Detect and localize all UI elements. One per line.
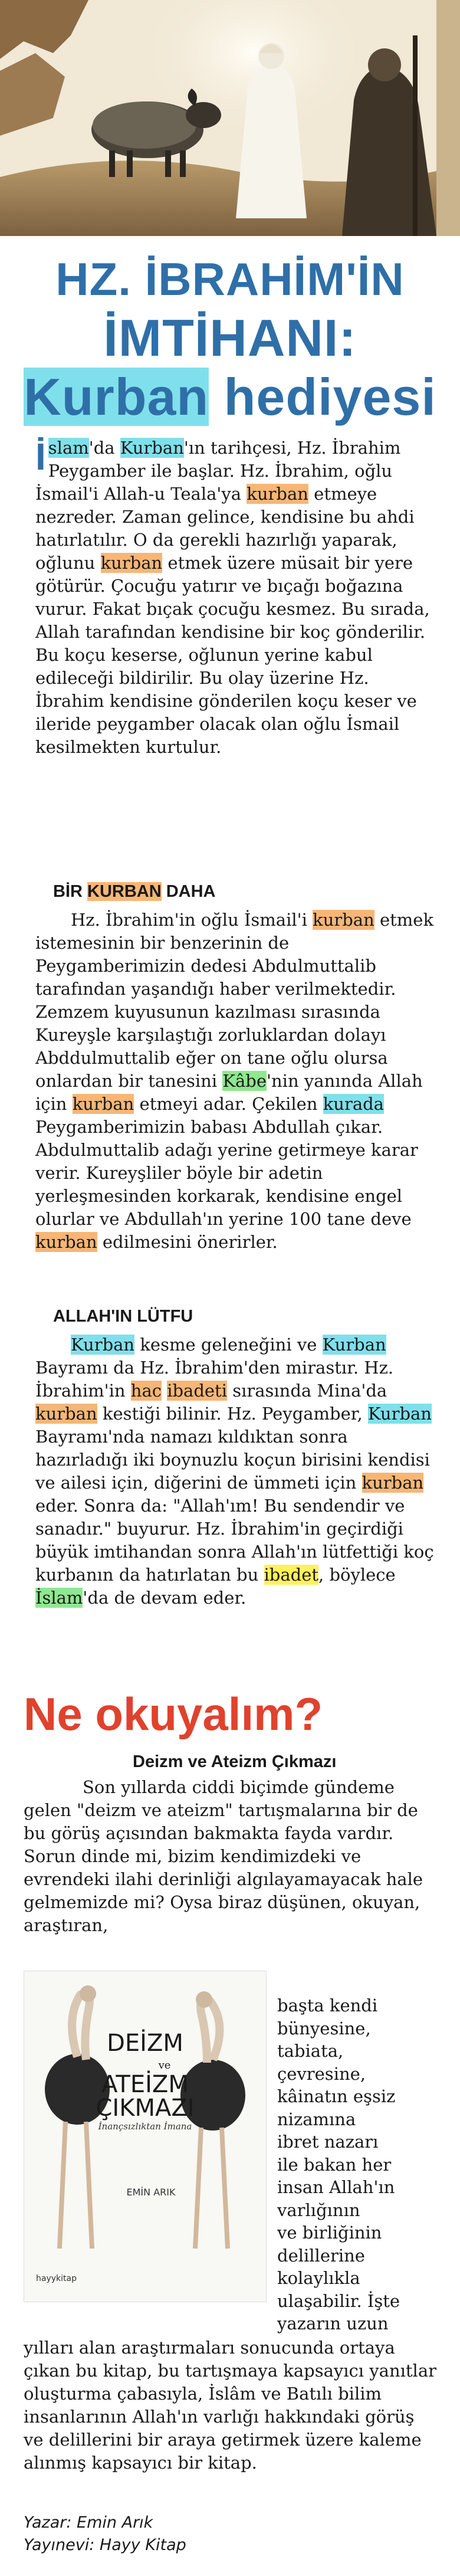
- section2-text: Hz. İbrahim'in oğlu İsmail'i: [71, 910, 313, 930]
- headline-rest: hediyesi: [209, 368, 436, 426]
- side-line: başta kendi: [277, 1995, 378, 2015]
- cover-title-line2: ATEİZM: [101, 2071, 189, 2098]
- section2-text: etmek istemesinin bir benzerinin de Peygamberimizin dedesi Abdulmuttalib tarafından yaşandığı haber verilmektedir. Zemzem kuyusunun kazılması sırasında Kureyşle karşılaştığı zorluklardan dolayı Abddulmuttalib eğer on tane oğlu olursa onlardan bir tanesini: [35, 910, 434, 1091]
- section3-text: Bayramı da Hz. İbrahim'den mirastır. Hz. İbrahim'in: [35, 1358, 394, 1401]
- section3-text: eder. Sonra da: "Allah'ım! Bu sendendir ve sanadır." buyurur. Hz. İbrahim'in geçirdiği büyük imtihandan sonra Allah'ın lütfettiği koç kurbanın da hatırlatan bu: [35, 1496, 434, 1585]
- book-author: Yazar: Emin Arık: [24, 2513, 153, 2532]
- section2-highlight: kurban: [72, 1094, 134, 1114]
- book-publisher: Yayınevi: Hayy Kitap: [24, 2536, 186, 2554]
- heading-post: DAHA: [161, 882, 216, 901]
- section3-text: [162, 1381, 167, 1401]
- intro-highlight: Kurban: [120, 438, 184, 458]
- side-line: ve birliğinin: [277, 2223, 382, 2243]
- section2-paragraph: [35, 909, 436, 1254]
- ne-okuyalim-title: Ne okuyalım?: [24, 1688, 323, 1740]
- book-heading: Deizm ve Ateizm Çıkmazı: [133, 1752, 337, 1771]
- section3-text: , böylece: [318, 1565, 396, 1585]
- side-line: çevresine,: [277, 2063, 366, 2084]
- section2-text: etmeyi adar. Çekilen: [134, 1094, 323, 1114]
- intro-text: 'ın tarihçesi, Hz. İbrahim Peygamber ile başlar. Hz. İbrahim, oğlu İsmail'i Allah-u Teala'ya: [35, 438, 401, 504]
- side-line: delillerine: [277, 2245, 365, 2266]
- side-line: tabiata,: [277, 2041, 344, 2061]
- intro-highlight: kurban: [247, 484, 308, 504]
- cover-title-ve: ve: [158, 2059, 171, 2072]
- headline-line-1: HZ. İBRAHİM'İN: [55, 253, 405, 305]
- intro-highlight: slam: [48, 438, 89, 458]
- side-line: yazarın uzun: [277, 2313, 389, 2334]
- heading-highlight: KURBAN: [87, 882, 162, 901]
- book-para-side: [277, 1994, 454, 2335]
- section3-highlight: Kurban: [367, 1404, 432, 1424]
- section2-highlight: kurada: [323, 1094, 384, 1114]
- intro-highlight: kurban: [100, 553, 163, 573]
- section3-highlight: kurban: [35, 1404, 97, 1424]
- section3-highlight: Kurban: [71, 1335, 135, 1355]
- cover-title-line3: ÇIKMAZI: [96, 2095, 195, 2122]
- book-cover-image: [24, 1971, 267, 2302]
- book-para-top: Son yıllarda ciddi biçimde gündeme gelen "deizm ve ateizm" tartışmalarına bir de bu görüş açısından bakmakta fayda vardır. Sorun dinde mi, bizim kendimizdeki ve evrendeki ilahi derinliği algılayamayacak hale gelmemizde mi? Oysa biraz düşünen, okuyan, araştıran,: [24, 1777, 423, 1935]
- headline-line-3: [24, 369, 436, 425]
- section2-highlight: kurban: [313, 910, 374, 930]
- section2-body: [35, 910, 433, 1252]
- side-line: varlığının: [277, 2200, 360, 2220]
- cover-author: EMİN ARIK: [126, 2187, 176, 2198]
- section3-body: [35, 1335, 434, 1608]
- side-line: nizamına: [277, 2109, 356, 2129]
- section2-highlight: kurban: [35, 1232, 97, 1252]
- cover-publisher: hayykitap: [36, 2274, 77, 2283]
- section2-text: 'nin yanında Allah için: [35, 1071, 423, 1114]
- section2-highlight: Kâbe: [222, 1071, 267, 1091]
- sacrifice-scene-image: [0, 0, 460, 236]
- section3-highlight: ibadeti: [167, 1381, 227, 1401]
- headline-line-2: İMTİHANI:: [103, 309, 357, 367]
- section-heading-allahin-lutfu: ALLAH'IN LÜTFU: [53, 1307, 193, 1326]
- side-line: kolaylıkla: [277, 2268, 360, 2288]
- cover-subtitle: İnançsızlıktan İmana: [98, 2121, 192, 2132]
- section3-text: sırasında Mina'da: [227, 1381, 387, 1401]
- section3-highlight: Kurban: [322, 1335, 386, 1355]
- heading-pre: BİR: [53, 882, 87, 901]
- section3-highlight: kurban: [362, 1473, 424, 1493]
- intro-text: etmek üzere müsait bir yere götürür. Çocuğu yatırır ve bıçağı boğazına vurur. Fakat bıçak çocuğu kesmez. Bu sırada, Allah tarafından kendisine bir koç gönderilir. Bu koçu keserse, oğlunun yerine kabul edileceği bildirilir. Bu olay üzerine Hz. İbrahim kendisine gönderilen koçu keser ve ileride peygamber olacak olan oğlu İsmail kesilmekten kurtulur.: [35, 553, 430, 757]
- cover-title-line1: DEİZM: [107, 2030, 183, 2057]
- intro-body: [35, 435, 430, 757]
- section3-text: kestiği bilinir. Hz. Peygamber,: [97, 1404, 368, 1424]
- section-heading-bir-kurban-daha: [53, 882, 216, 902]
- section3-highlight: hac: [130, 1381, 162, 1401]
- side-line: bünyesine,: [277, 2018, 371, 2038]
- side-line: insan Allah'ın: [277, 2177, 395, 2197]
- section3-highlight: ibadet: [264, 1565, 319, 1585]
- intro-text: etmeye nezreder. Zaman gelince, kendisine bu ahdi hatırlatılır. O da gerekli hazırlığı yaparak, oğlunu: [35, 484, 415, 573]
- intro-text: 'da: [88, 438, 120, 458]
- section2-text: Peygamberimizin babası Abdullah çıkar. Abdulmuttalib adağı yerine getirmeye karar verir. Kureyşliler böyle bir adetin yerleşmesinden korkarak, kendisine engel olurlar ve Abdullah'ın yerine 100 tane deve: [35, 1117, 418, 1229]
- section3-highlight: İslam: [35, 1588, 83, 1608]
- section3-text: 'da de devam eder.: [83, 1588, 247, 1608]
- book-para-bottom: yılları alan araştırmaları sonucunda ortaya çıkan bu kitap, bu tartışmaya kapsayıcı yanıtlar oluşturma çabasıyla, İslâm ve Batılı bilim insanlarının Allah'ın varlığı hakkındaki görüş ve delillerini bir araya getirmek üzere kaleme alınmış kapsayıcı bir kitap.: [24, 2338, 436, 2473]
- section3-text: kesme geleneğini ve: [134, 1335, 323, 1355]
- section3-paragraph: [35, 1333, 436, 1610]
- section2-text: edilmesini önerirler.: [97, 1232, 278, 1252]
- side-line: kâinatın eşsiz: [277, 2086, 396, 2106]
- side-line: ibret nazarı: [277, 2132, 379, 2152]
- dropcap: İ: [35, 435, 46, 478]
- hero-illustration: [0, 0, 460, 236]
- intro-paragraph: [35, 437, 436, 759]
- headline-highlight: Kurban: [24, 368, 209, 426]
- side-line: ulaşabilir. İşte: [277, 2290, 400, 2311]
- section3-text: Bayramı'nda namazı kıldıktan sonra hazırladığı iki boynuzlu koçun birisini kendisi ve ailesi için, diğerini de ümmeti için: [35, 1427, 430, 1493]
- side-line: ile bakan her: [277, 2154, 392, 2175]
- book-cover-art: [24, 1971, 266, 2302]
